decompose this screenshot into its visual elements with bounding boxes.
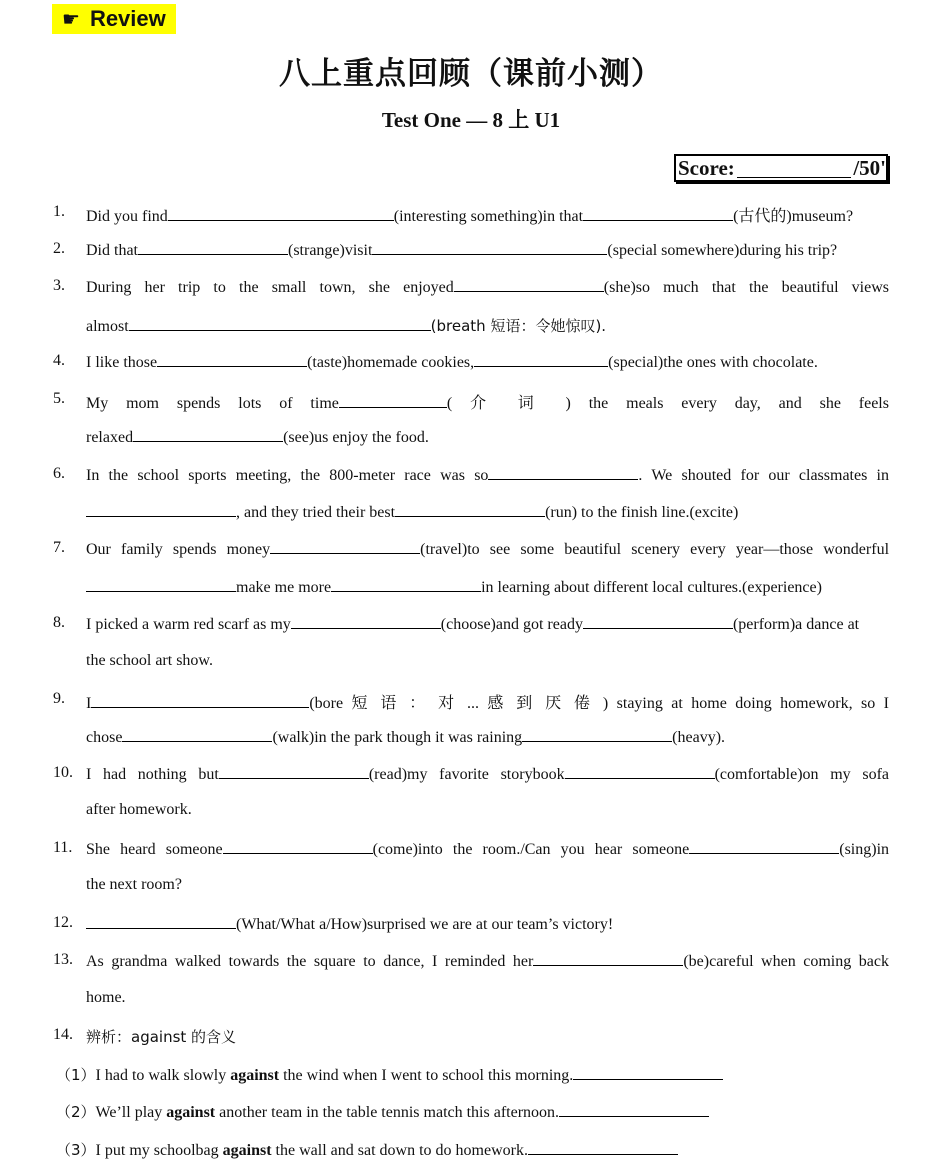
keyword-against: against bbox=[230, 1067, 280, 1084]
sub-item-text: the wind when I went to school this morning. bbox=[279, 1067, 574, 1084]
answer-blank[interactable] bbox=[474, 352, 608, 367]
question-text: (comfortable)on my sofa bbox=[714, 766, 889, 783]
answer-blank[interactable] bbox=[395, 502, 545, 517]
question-text: (heavy). bbox=[672, 729, 726, 746]
question-text: (perform)a dance at bbox=[732, 616, 860, 633]
answer-blank[interactable] bbox=[454, 277, 604, 292]
question-text: (special)the ones with chocolate. bbox=[608, 354, 818, 371]
answer-blank[interactable] bbox=[122, 727, 272, 742]
question-line bbox=[86, 427, 429, 447]
question-text: (walk)in the park though it was raining bbox=[272, 729, 523, 746]
question-text: in learning about different local cultures.(experience) bbox=[481, 579, 822, 596]
question-text: In the school sports meeting, the 800-meter race was so bbox=[86, 467, 489, 484]
sub-item-3 bbox=[56, 1139, 678, 1160]
question-number: 12. bbox=[53, 914, 73, 931]
answer-blank[interactable] bbox=[573, 1065, 723, 1080]
question-text: (come)into the room./Can you hear someone bbox=[372, 841, 690, 858]
answer-blank[interactable] bbox=[223, 839, 373, 854]
answer-blank[interactable] bbox=[583, 614, 733, 629]
page-title: 八上重点回顾（课前小测） bbox=[279, 56, 663, 92]
answer-blank[interactable] bbox=[86, 577, 236, 592]
question-line bbox=[86, 390, 889, 412]
question-text: make me more bbox=[236, 579, 332, 596]
question-line bbox=[86, 240, 837, 260]
question-line bbox=[86, 951, 889, 973]
sub-item-text: another team in the table tennis match this afternoon. bbox=[215, 1104, 560, 1121]
answer-blank[interactable] bbox=[291, 614, 441, 629]
question-line bbox=[86, 277, 889, 299]
question-text: (sing)in bbox=[839, 841, 889, 858]
question-number: 4. bbox=[53, 352, 65, 369]
question-line: 辨析：against 的含义 bbox=[86, 1028, 237, 1046]
question-line: the next room? bbox=[86, 876, 182, 893]
answer-blank[interactable] bbox=[565, 764, 715, 779]
answer-blank[interactable] bbox=[129, 316, 431, 331]
question-number: 10. bbox=[53, 764, 73, 781]
question-line bbox=[86, 839, 889, 861]
question-line bbox=[86, 690, 889, 712]
score-box bbox=[674, 154, 888, 182]
question-number: 5. bbox=[53, 390, 65, 407]
question-text: relaxed bbox=[86, 429, 134, 446]
sub-item-text: I put my schoolbag bbox=[95, 1142, 223, 1159]
question-text: (bore 短 语 ： 对 ... 感 到 厌 倦 ) staying at home doing homework, so I bbox=[309, 695, 889, 712]
question-text: (read)my favorite storybook bbox=[368, 766, 565, 783]
question-text: (she)so much that the beautiful views bbox=[603, 279, 889, 296]
score-blank[interactable] bbox=[737, 159, 852, 178]
sub-item-label: （1） bbox=[56, 1066, 96, 1084]
sub-item-text: I had to walk slowly bbox=[95, 1067, 231, 1084]
question-line bbox=[86, 764, 889, 786]
question-text: . We shouted for our classmates in bbox=[638, 467, 889, 484]
answer-blank[interactable] bbox=[533, 951, 683, 966]
question-number: 2. bbox=[53, 240, 65, 257]
answer-blank[interactable] bbox=[372, 240, 607, 255]
question-text: During her trip to the small town, she enjoyed bbox=[86, 279, 454, 296]
question-number: 8. bbox=[53, 614, 65, 631]
question-number: 6. bbox=[53, 465, 65, 482]
answer-blank[interactable] bbox=[270, 539, 420, 554]
question-number: 7. bbox=[53, 539, 65, 556]
question-number: 3. bbox=[53, 277, 65, 294]
question-line bbox=[86, 465, 889, 487]
question-text: ( 介 词 ) the meals every day, and she feels bbox=[446, 395, 889, 412]
question-text: , and they tried their best bbox=[236, 504, 396, 521]
question-text: (special somewhere)during his trip? bbox=[607, 242, 838, 259]
question-text: She heard someone bbox=[86, 841, 223, 858]
sub-item-text: the wall and sat down to do homework. bbox=[271, 1142, 528, 1159]
answer-blank[interactable] bbox=[86, 914, 236, 929]
question-text: (breath 短语：令她惊叹). bbox=[430, 317, 607, 335]
question-text: almost bbox=[86, 318, 129, 335]
page-subtitle: Test One — 8 上 U1 bbox=[381, 108, 561, 132]
answer-blank[interactable] bbox=[331, 577, 481, 592]
sub-item-1 bbox=[56, 1064, 723, 1085]
sub-item-text: We’ll play bbox=[95, 1104, 167, 1121]
question-number: 13. bbox=[53, 951, 73, 968]
question-text: Did you find bbox=[86, 208, 168, 225]
question-line bbox=[86, 315, 606, 336]
answer-blank[interactable] bbox=[522, 727, 672, 742]
question-line: after homework. bbox=[86, 801, 192, 818]
question-text: (strange)visit bbox=[288, 242, 373, 259]
answer-blank[interactable] bbox=[157, 352, 307, 367]
question-text: My mom spends lots of time bbox=[86, 395, 339, 412]
question-line bbox=[86, 352, 818, 372]
pointing-hand-icon: ☛ bbox=[62, 8, 80, 31]
question-line bbox=[86, 914, 613, 934]
question-line bbox=[86, 502, 738, 522]
question-text: I had nothing but bbox=[86, 766, 219, 783]
answer-blank[interactable] bbox=[583, 206, 733, 221]
question-line bbox=[86, 727, 725, 747]
question-line bbox=[86, 614, 859, 634]
question-line bbox=[86, 577, 822, 597]
question-text: (choose)and got ready bbox=[440, 616, 583, 633]
keyword-against: against bbox=[222, 1142, 272, 1159]
score-total: /50' bbox=[853, 155, 886, 180]
question-text: As grandma walked towards the square to dance, I reminded her bbox=[86, 953, 534, 970]
question-text: Our family spends money bbox=[86, 541, 271, 558]
question-line: home. bbox=[86, 989, 126, 1006]
question-text: (run) to the finish line.(excite) bbox=[545, 504, 739, 521]
question-text: I like those bbox=[86, 354, 158, 371]
question-text: (taste)homemade cookies, bbox=[307, 354, 475, 371]
answer-blank[interactable] bbox=[339, 393, 447, 408]
answer-blank[interactable] bbox=[528, 1140, 678, 1155]
score-label: Score: bbox=[678, 155, 735, 180]
question-number: 11. bbox=[53, 839, 73, 856]
review-label: Review bbox=[89, 6, 166, 31]
sub-item-label: （3） bbox=[56, 1141, 96, 1159]
question-text: (interesting something)in that bbox=[393, 208, 584, 225]
question-number: 1. bbox=[53, 203, 65, 220]
answer-blank[interactable] bbox=[219, 764, 369, 779]
answer-blank[interactable] bbox=[689, 839, 839, 854]
question-number: 14. bbox=[53, 1026, 73, 1043]
sub-item-2 bbox=[56, 1101, 709, 1122]
question-text: Did that bbox=[86, 242, 138, 259]
question-text: (be)careful when coming back bbox=[683, 953, 889, 970]
question-text: (travel)to see some beautiful scenery every year—those wonderful bbox=[420, 541, 889, 558]
answer-blank[interactable] bbox=[488, 465, 638, 480]
question-text: (古代的)museum? bbox=[733, 208, 854, 225]
question-line: the school art show. bbox=[86, 652, 213, 669]
answer-blank[interactable] bbox=[91, 693, 309, 708]
answer-blank[interactable] bbox=[86, 502, 236, 517]
question-line bbox=[86, 539, 889, 561]
answer-blank[interactable] bbox=[138, 240, 288, 255]
question-text: I picked a warm red scarf as my bbox=[86, 616, 291, 633]
question-text: I bbox=[86, 695, 92, 712]
answer-blank[interactable] bbox=[168, 206, 394, 221]
question-text: chose bbox=[86, 729, 123, 746]
keyword-against: against bbox=[166, 1104, 216, 1121]
answer-blank[interactable] bbox=[133, 427, 283, 442]
answer-blank[interactable] bbox=[559, 1102, 709, 1117]
sub-item-label: （2） bbox=[56, 1103, 96, 1121]
question-text: (see)us enjoy the food. bbox=[283, 429, 429, 446]
review-tag bbox=[52, 4, 176, 34]
question-number: 9. bbox=[53, 690, 65, 707]
question-line bbox=[86, 203, 853, 226]
question-text: (What/What a/How)surprised we are at our team’s victory! bbox=[236, 916, 614, 933]
